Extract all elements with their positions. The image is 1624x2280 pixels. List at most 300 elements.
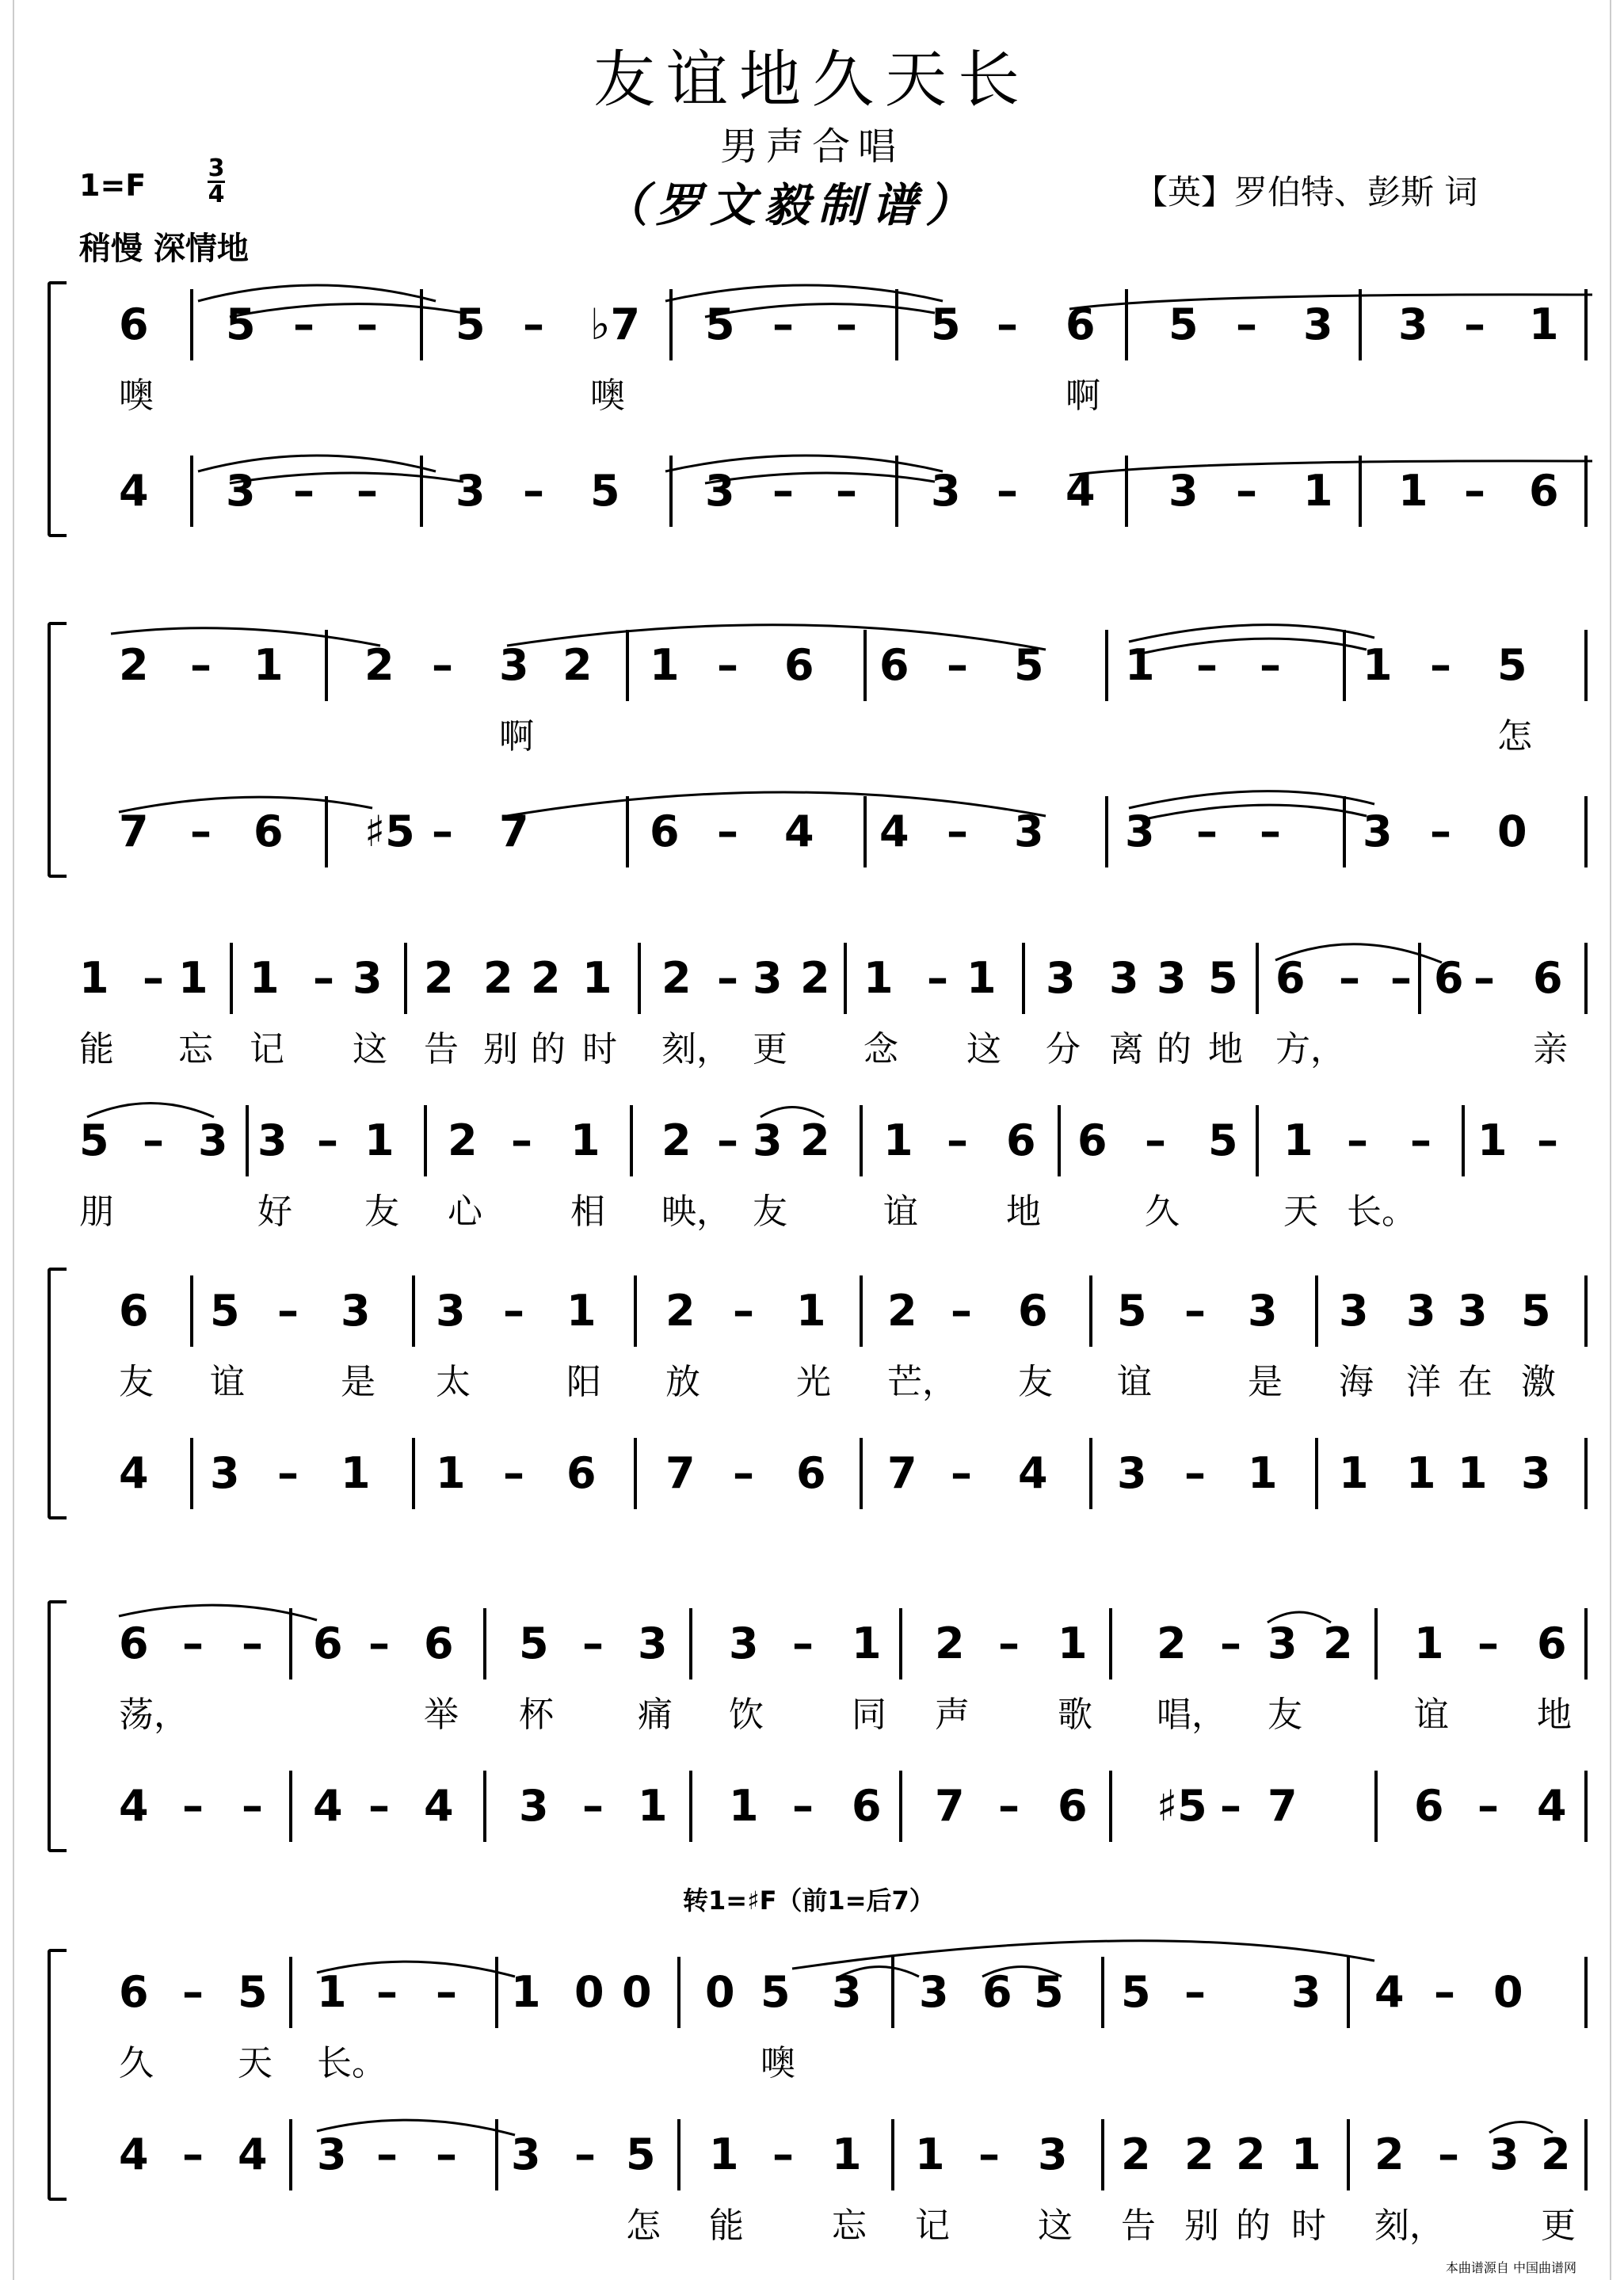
note-8-20: – xyxy=(1477,1618,1499,1668)
note-4-25: – xyxy=(1473,953,1495,1003)
note-4-18: 3 xyxy=(1109,953,1139,1003)
note-4-22: – xyxy=(1339,953,1360,1003)
note-7-11: – xyxy=(951,1448,972,1498)
note-6-16: 3 xyxy=(1339,1286,1369,1336)
note-3-7: – xyxy=(717,806,738,856)
note-8-3: 6 xyxy=(313,1618,343,1668)
tempo-marking: 稍慢 深情地 xyxy=(79,231,249,267)
lyric-6-2: 是 xyxy=(341,1362,376,1402)
note-5-2: 3 xyxy=(198,1115,228,1165)
note-5-4: – xyxy=(317,1115,338,1165)
note-4-3: 1 xyxy=(250,953,280,1003)
note-8-19: 1 xyxy=(1414,1618,1444,1668)
note-1-3: – xyxy=(356,466,378,516)
lyric-5-11: 长。 xyxy=(1347,1191,1416,1232)
note-11-13: – xyxy=(978,2129,1000,2179)
note-4-19: 3 xyxy=(1157,953,1187,1003)
note-9-16: – xyxy=(1220,1781,1241,1831)
note-10-18: 4 xyxy=(1374,1967,1405,2017)
note-3-15: 3 xyxy=(1363,806,1393,856)
note-8-10: – xyxy=(792,1618,814,1668)
page-title: 友谊地久天长 xyxy=(593,44,1031,116)
note-10-4: – xyxy=(376,1967,398,2017)
note-8-16: – xyxy=(1220,1618,1241,1668)
note-8-17: 3 xyxy=(1268,1618,1298,1668)
note-7-6: 6 xyxy=(566,1448,597,1498)
note-10-16: – xyxy=(1184,1967,1206,2017)
note-8-4: – xyxy=(368,1618,390,1668)
note-2-9: 6 xyxy=(784,640,814,690)
note-4-11: – xyxy=(717,953,738,1003)
note-10-5: – xyxy=(436,1967,457,2017)
note-1-1: 3 xyxy=(226,466,256,516)
note-4-24: 6 xyxy=(1434,953,1464,1003)
note-4-7: 2 xyxy=(483,953,513,1003)
note-4-0: 1 xyxy=(79,953,109,1003)
lyric-6-12: 洋 xyxy=(1406,1362,1441,1402)
lyric-5-7: 谊 xyxy=(883,1191,918,1232)
note-10-0: 6 xyxy=(119,1967,149,2017)
note-2-2: 1 xyxy=(254,640,284,690)
note-3-11: 3 xyxy=(1014,806,1044,856)
note-4-10: 2 xyxy=(661,953,692,1003)
note-4-8: 2 xyxy=(531,953,561,1003)
note-0-12: 6 xyxy=(1066,299,1096,349)
note-10-1: – xyxy=(182,1967,204,2017)
lyric-8-6: 声 xyxy=(935,1695,970,1735)
note-3-17: 0 xyxy=(1497,806,1527,856)
note-7-2: – xyxy=(277,1448,299,1498)
note-4-15: – xyxy=(927,953,948,1003)
note-10-3: 1 xyxy=(317,1967,347,2017)
note-4-21: 6 xyxy=(1275,953,1306,1003)
note-1-8: – xyxy=(772,466,794,516)
note-0-8: – xyxy=(772,299,794,349)
note-3-12: 3 xyxy=(1125,806,1155,856)
note-6-18: 3 xyxy=(1458,1286,1488,1336)
note-7-15: 1 xyxy=(1248,1448,1278,1498)
lyric-11-7: 的 xyxy=(1236,2206,1271,2246)
lyric-0-1: 噢 xyxy=(590,376,625,416)
note-6-2: – xyxy=(277,1286,299,1336)
note-2-11: – xyxy=(947,640,968,690)
note-11-9: 1 xyxy=(709,2129,739,2179)
note-6-14: – xyxy=(1184,1286,1206,1336)
note-8-21: 6 xyxy=(1537,1618,1567,1668)
note-5-1: – xyxy=(143,1115,164,1165)
page-subtitle: 男声合唱 xyxy=(719,124,904,169)
lyric-6-0: 友 xyxy=(119,1362,154,1402)
lyric-8-9: 友 xyxy=(1268,1695,1302,1735)
lyric-6-4: 阳 xyxy=(566,1362,601,1402)
note-1-13: 3 xyxy=(1168,466,1199,516)
lyric-6-7: 芒， xyxy=(887,1362,957,1402)
note-5-9: 2 xyxy=(661,1115,692,1165)
note-0-5: – xyxy=(523,299,544,349)
note-5-23: – xyxy=(1537,1115,1558,1165)
note-9-0: 4 xyxy=(119,1781,149,1831)
lyric-4-6: 的 xyxy=(531,1029,566,1069)
lyric-4-13: 离 xyxy=(1109,1029,1144,1069)
lyric-4-1: 忘 xyxy=(178,1029,213,1069)
note-2-12: 5 xyxy=(1014,640,1044,690)
note-5-3: 3 xyxy=(257,1115,288,1165)
note-5-14: – xyxy=(947,1115,968,1165)
note-1-15: 1 xyxy=(1303,466,1333,516)
lyric-4-10: 念 xyxy=(863,1029,898,1069)
note-3-8: 4 xyxy=(784,806,814,856)
note-5-15: 6 xyxy=(1006,1115,1036,1165)
note-9-2: – xyxy=(242,1781,263,1831)
note-10-20: 0 xyxy=(1493,1967,1523,2017)
lyric-6-3: 太 xyxy=(436,1362,471,1402)
note-5-5: 1 xyxy=(364,1115,395,1165)
lyric-8-4: 饮 xyxy=(729,1695,764,1735)
note-5-6: 2 xyxy=(448,1115,478,1165)
lyric-4-5: 别 xyxy=(483,1029,518,1069)
note-0-15: 3 xyxy=(1303,299,1333,349)
note-11-2: 4 xyxy=(238,2129,268,2179)
note-11-1: – xyxy=(182,2129,204,2179)
note-10-15: 5 xyxy=(1121,1967,1151,2017)
note-0-14: – xyxy=(1236,299,1257,349)
note-8-9: 3 xyxy=(729,1618,759,1668)
note-5-20: – xyxy=(1347,1115,1368,1165)
note-1-6: 5 xyxy=(590,466,620,516)
footer-source: 本曲谱源自 中国曲谱网 xyxy=(1445,2260,1576,2275)
lyric-5-1: 好 xyxy=(257,1191,292,1232)
lyric-8-7: 歌 xyxy=(1058,1695,1092,1735)
note-6-19: 5 xyxy=(1521,1286,1551,1336)
note-2-8: – xyxy=(717,640,738,690)
note-6-7: 2 xyxy=(665,1286,696,1336)
note-2-7: 1 xyxy=(650,640,680,690)
note-3-9: 4 xyxy=(879,806,909,856)
note-1-0: 4 xyxy=(119,466,149,516)
note-6-17: 3 xyxy=(1406,1286,1436,1336)
note-9-6: 3 xyxy=(519,1781,549,1831)
note-9-7: – xyxy=(582,1781,604,1831)
note-0-11: – xyxy=(997,299,1018,349)
note-4-5: 3 xyxy=(353,953,383,1003)
lyric-5-10: 天 xyxy=(1283,1191,1318,1232)
note-11-10: – xyxy=(772,2129,794,2179)
lyric-0-0: 噢 xyxy=(119,376,154,416)
note-2-0: 2 xyxy=(119,640,149,690)
note-6-11: – xyxy=(951,1286,972,1336)
lyric-5-8: 地 xyxy=(1006,1191,1041,1232)
note-0-6: ♭7 xyxy=(590,299,641,349)
lyric-4-2: 记 xyxy=(250,1029,284,1069)
note-10-2: 5 xyxy=(238,1967,268,2017)
lyric-11-2: 忘 xyxy=(832,2206,867,2246)
modulation-marking: 转1=♯F（前1=后7） xyxy=(683,1885,935,1916)
lyric-8-0: 荡， xyxy=(119,1695,189,1735)
note-4-16: 1 xyxy=(966,953,997,1003)
note-10-14: 5 xyxy=(1034,1967,1064,2017)
lyric-4-0: 能 xyxy=(79,1029,114,1069)
note-7-8: – xyxy=(733,1448,754,1498)
note-8-13: – xyxy=(998,1618,1020,1668)
note-7-4: 1 xyxy=(436,1448,466,1498)
note-6-5: – xyxy=(503,1286,524,1336)
note-10-7: 0 xyxy=(574,1967,604,2017)
key-signature: 1=F xyxy=(79,168,147,203)
note-0-0: 6 xyxy=(119,299,149,349)
lyric-6-10: 是 xyxy=(1248,1362,1283,1402)
note-10-6: 1 xyxy=(511,1967,541,2017)
lyric-4-8: 刻， xyxy=(661,1029,731,1069)
note-9-8: 1 xyxy=(638,1781,668,1831)
note-1-5: – xyxy=(523,466,544,516)
lyric-4-4: 告 xyxy=(424,1029,459,1069)
note-11-21: 3 xyxy=(1489,2129,1519,2179)
note-6-4: 3 xyxy=(436,1286,466,1336)
lyric-6-8: 友 xyxy=(1018,1362,1053,1402)
lyric-4-14: 的 xyxy=(1157,1029,1191,1069)
note-4-26: 6 xyxy=(1533,953,1563,1003)
lyric-6-13: 在 xyxy=(1458,1362,1492,1402)
note-9-5: 4 xyxy=(424,1781,454,1831)
lyric-5-2: 友 xyxy=(364,1191,399,1232)
note-2-5: 3 xyxy=(499,640,529,690)
lyric-4-17: 亲 xyxy=(1533,1029,1568,1069)
note-2-18: 5 xyxy=(1497,640,1527,690)
lyric-10-1: 天 xyxy=(238,2043,273,2084)
note-0-7: 5 xyxy=(705,299,735,349)
note-10-13: 6 xyxy=(982,1967,1012,2017)
lyric-5-6: 友 xyxy=(753,1191,787,1232)
lyric-5-4: 相 xyxy=(570,1191,605,1232)
note-11-19: 2 xyxy=(1374,2129,1405,2179)
note-6-6: 1 xyxy=(566,1286,597,1336)
lyric-2-1: 怎 xyxy=(1497,716,1532,757)
note-8-6: 5 xyxy=(519,1618,549,1668)
lyric-5-3: 心 xyxy=(448,1191,482,1232)
note-5-16: 6 xyxy=(1077,1115,1107,1165)
note-4-6: 2 xyxy=(424,953,454,1003)
lyric-11-3: 记 xyxy=(915,2206,950,2246)
note-7-18: 1 xyxy=(1458,1448,1488,1498)
note-8-14: 1 xyxy=(1058,1618,1088,1668)
lyric-6-14: 激 xyxy=(1521,1362,1556,1402)
note-2-1: – xyxy=(190,640,212,690)
note-3-2: 6 xyxy=(254,806,284,856)
note-11-4: – xyxy=(376,2129,398,2179)
note-10-11: 3 xyxy=(832,1967,862,2017)
lyric-11-4: 这 xyxy=(1038,2206,1073,2246)
lyric-5-5: 映， xyxy=(661,1191,731,1232)
note-11-3: 3 xyxy=(317,2129,347,2179)
note-3-16: – xyxy=(1430,806,1451,856)
note-9-12: 7 xyxy=(935,1781,965,1831)
note-9-18: 6 xyxy=(1414,1781,1444,1831)
note-9-3: 4 xyxy=(313,1781,343,1831)
note-0-16: 3 xyxy=(1398,299,1428,349)
note-5-18: 5 xyxy=(1208,1115,1238,1165)
note-5-0: 5 xyxy=(79,1115,109,1165)
note-6-1: 5 xyxy=(210,1286,240,1336)
note-2-15: – xyxy=(1260,640,1281,690)
lyricist-credit: 【英】罗伯特、彭斯 词 xyxy=(1134,173,1478,212)
note-7-10: 7 xyxy=(887,1448,917,1498)
note-0-4: 5 xyxy=(456,299,486,349)
note-11-14: 3 xyxy=(1038,2129,1068,2179)
note-9-4: – xyxy=(368,1781,390,1831)
note-4-4: – xyxy=(313,953,334,1003)
note-4-23: – xyxy=(1390,953,1412,1003)
note-11-12: 1 xyxy=(915,2129,945,2179)
note-3-14: – xyxy=(1260,806,1281,856)
note-7-1: 3 xyxy=(210,1448,240,1498)
lyric-4-15: 地 xyxy=(1208,1029,1243,1069)
note-11-17: 2 xyxy=(1236,2129,1266,2179)
note-8-1: – xyxy=(182,1618,204,1668)
note-7-17: 1 xyxy=(1406,1448,1436,1498)
lyric-10-3: 噢 xyxy=(761,2043,795,2084)
note-4-12: 3 xyxy=(753,953,783,1003)
lyric-8-3: 痛 xyxy=(638,1695,673,1735)
note-2-3: 2 xyxy=(364,640,395,690)
note-5-11: 3 xyxy=(753,1115,783,1165)
note-8-11: 1 xyxy=(852,1618,882,1668)
note-4-1: – xyxy=(143,953,164,1003)
lyric-4-11: 这 xyxy=(966,1029,1001,1069)
note-5-22: 1 xyxy=(1477,1115,1508,1165)
note-6-12: 6 xyxy=(1018,1286,1048,1336)
note-3-5: 7 xyxy=(499,806,529,856)
lyric-10-2: 长。 xyxy=(317,2043,387,2084)
note-10-19: – xyxy=(1434,1967,1455,2017)
note-4-9: 1 xyxy=(582,953,612,1003)
note-7-3: 1 xyxy=(341,1448,371,1498)
note-5-19: 1 xyxy=(1283,1115,1313,1165)
note-9-10: – xyxy=(792,1781,814,1831)
lyric-11-6: 别 xyxy=(1184,2206,1219,2246)
note-2-16: 1 xyxy=(1363,640,1393,690)
arranger-credit: （罗文毅制谱） xyxy=(602,178,980,232)
note-10-8: 0 xyxy=(622,1967,652,2017)
note-2-10: 6 xyxy=(879,640,909,690)
note-8-0: 6 xyxy=(119,1618,149,1668)
note-6-3: 3 xyxy=(341,1286,371,1336)
lyric-2-0: 啊 xyxy=(499,716,534,757)
note-7-16: 1 xyxy=(1339,1448,1369,1498)
note-1-11: – xyxy=(997,466,1018,516)
time-numerator: 3 xyxy=(208,154,225,182)
note-4-13: 2 xyxy=(800,953,830,1003)
lyric-5-9: 久 xyxy=(1145,1191,1180,1232)
note-8-2: – xyxy=(242,1618,263,1668)
note-1-18: 6 xyxy=(1529,466,1559,516)
note-11-20: – xyxy=(1438,2129,1459,2179)
lyric-0-2: 啊 xyxy=(1066,376,1100,416)
note-10-9: 0 xyxy=(705,1967,735,2017)
note-9-17: 7 xyxy=(1268,1781,1298,1831)
note-6-9: 1 xyxy=(796,1286,826,1336)
lyric-4-16: 方， xyxy=(1275,1029,1345,1069)
lyric-6-6: 光 xyxy=(796,1362,831,1402)
note-9-13: – xyxy=(998,1781,1020,1831)
note-7-5: – xyxy=(503,1448,524,1498)
note-8-7: – xyxy=(582,1618,604,1668)
note-2-4: – xyxy=(432,640,453,690)
note-8-12: 2 xyxy=(935,1618,965,1668)
note-3-4: – xyxy=(432,806,453,856)
note-8-8: 3 xyxy=(638,1618,668,1668)
note-2-6: 2 xyxy=(562,640,593,690)
lyric-11-5: 告 xyxy=(1121,2206,1156,2246)
note-0-18: 1 xyxy=(1529,299,1559,349)
note-7-13: 3 xyxy=(1117,1448,1147,1498)
note-1-10: 3 xyxy=(931,466,961,516)
note-0-17: – xyxy=(1464,299,1485,349)
note-1-14: – xyxy=(1236,466,1257,516)
note-5-8: 1 xyxy=(570,1115,600,1165)
note-2-13: 1 xyxy=(1125,640,1155,690)
note-7-9: 6 xyxy=(796,1448,826,1498)
lyric-5-0: 朋 xyxy=(79,1191,114,1232)
note-11-7: – xyxy=(574,2129,596,2179)
note-5-12: 2 xyxy=(800,1115,830,1165)
note-4-17: 3 xyxy=(1046,953,1076,1003)
note-1-2: – xyxy=(293,466,315,516)
note-1-9: – xyxy=(836,466,857,516)
note-11-8: 5 xyxy=(626,2129,656,2179)
lyric-8-1: 举 xyxy=(424,1695,459,1735)
note-11-16: 2 xyxy=(1184,2129,1214,2179)
lyric-8-8: 唱， xyxy=(1157,1695,1226,1735)
note-1-12: 4 xyxy=(1066,466,1096,516)
note-6-13: 5 xyxy=(1117,1286,1147,1336)
lyric-6-5: 放 xyxy=(665,1362,700,1402)
lyric-11-1: 能 xyxy=(709,2206,744,2246)
note-0-9: – xyxy=(836,299,857,349)
note-3-1: – xyxy=(190,806,212,856)
note-3-13: – xyxy=(1196,806,1218,856)
note-0-3: – xyxy=(356,299,378,349)
note-7-14: – xyxy=(1184,1448,1206,1498)
note-1-16: 1 xyxy=(1398,466,1428,516)
note-5-13: 1 xyxy=(883,1115,913,1165)
lyric-8-11: 地 xyxy=(1537,1695,1572,1735)
note-0-2: – xyxy=(293,299,315,349)
note-0-13: 5 xyxy=(1168,299,1199,349)
lyric-6-11: 海 xyxy=(1339,1362,1374,1402)
note-6-15: 3 xyxy=(1248,1286,1278,1336)
note-5-10: – xyxy=(717,1115,738,1165)
lyric-4-3: 这 xyxy=(353,1029,387,1069)
note-5-17: – xyxy=(1145,1115,1166,1165)
lyric-10-0: 久 xyxy=(119,2043,154,2084)
note-3-6: 6 xyxy=(650,806,680,856)
note-10-17: 3 xyxy=(1291,1967,1321,2017)
note-4-2: 1 xyxy=(178,953,208,1003)
note-11-5: – xyxy=(436,2129,457,2179)
note-9-11: 6 xyxy=(852,1781,882,1831)
note-11-11: 1 xyxy=(832,2129,862,2179)
lyric-8-5: 同 xyxy=(852,1695,886,1735)
note-11-6: 3 xyxy=(511,2129,541,2179)
note-9-15: ♯5 xyxy=(1157,1781,1207,1831)
note-4-14: 1 xyxy=(863,953,894,1003)
time-denominator: 4 xyxy=(208,181,225,208)
lyric-8-10: 谊 xyxy=(1414,1695,1449,1735)
lyric-11-9: 刻， xyxy=(1374,2206,1444,2246)
note-7-7: 7 xyxy=(665,1448,696,1498)
lyric-11-8: 时 xyxy=(1291,2206,1326,2246)
note-9-1: – xyxy=(182,1781,204,1831)
